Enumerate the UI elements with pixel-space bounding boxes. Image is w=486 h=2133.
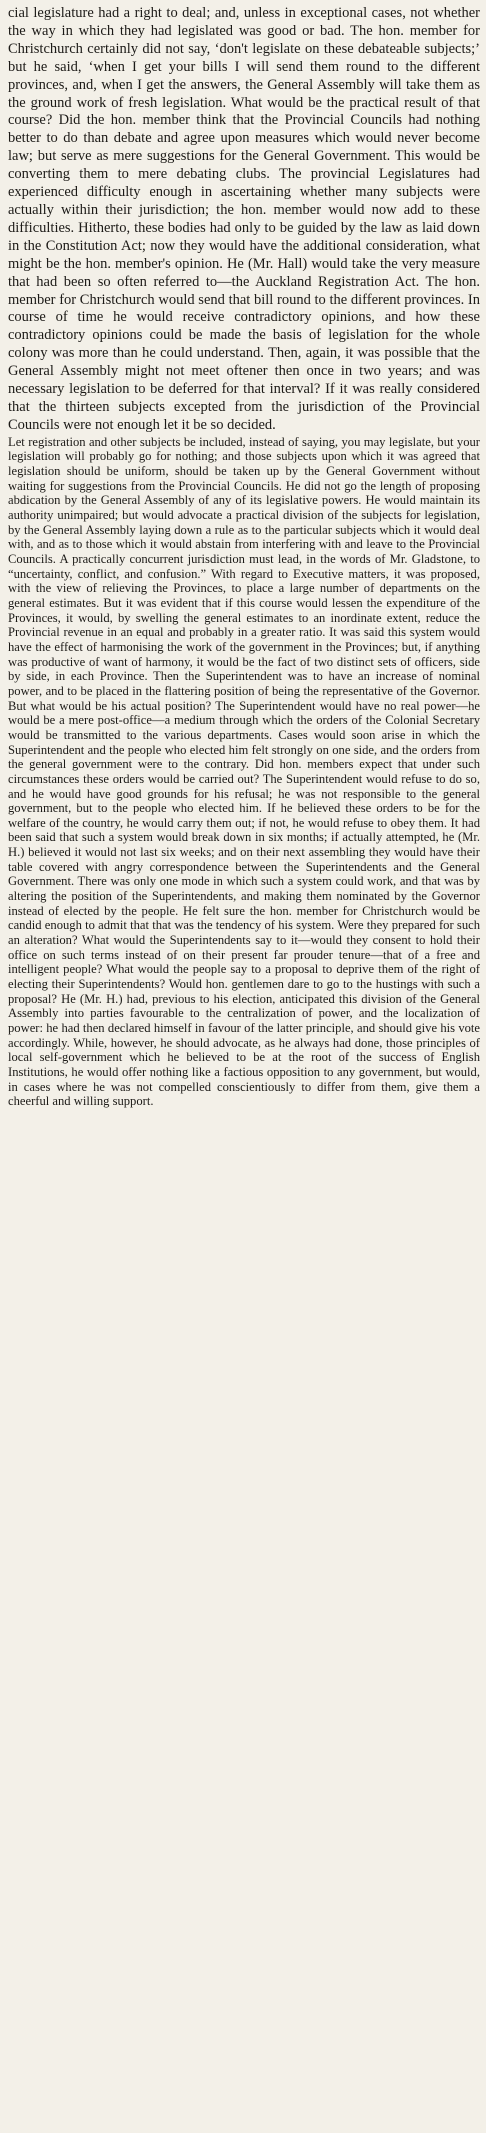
article-body-small [8, 435, 480, 1109]
paragraph-small: Let registration and other subjects be included, instead of saying, you may legislate, but your legislation will probably go for nothing; and those subjects upon which it was agreed that legislation should be uniform, should be taken up by the General Government without waiting for suggestions from the Provincial Councils. He did not go the length of proposing abdication by the General Assembly of any of its legislative powers. He would maintain its authority unimpaired; but would advocate a practical division of the subjects for legislation, by the General Assembly laying down a rule as to the particular subjects which it would deal with, and as to those which it would abstain from interfering with and leave to the Provincial Councils. A practically concurrent jurisdiction must lead, in the words of Mr. Gladstone, to “uncertainty, conflict, and confusion.” With regard to Executive matters, it was proposed, with the view of relieving the Provinces, to place a large number of departments on the general estimates. But it was evident that if this course would lessen the expenditure of the Provinces, it would, by swelling the general estimates to an inordinate extent, reduce the Provincial revenue in an equal and probably in a greater ratio. It was said this system would have the effect of harmonising the work of the government in the Provinces; but, if anything was productive of want of harmony, it would be the fact of two distinct sets of officers, side by side, in each Province. Then the Superintendent was to have an increase of nominal power, and to be placed in the flattering position of being the representative of the Governor. But what would be his actual position? The Superintendent would have no real power—he would be a mere post-office—a medium through which the orders of the Colonial Secretary would be transmitted to the various departments. Cases would soon arise in which the Superintendent and the people who elected him felt strongly on one side, and the orders from the general government were to the contrary. Did hon. members expect that under such circumstances these orders would be carried out? The Superintendent would refuse to do so, and he would have good grounds for his refusal; he was not responsible to the general government, but to the people who elected him. If he believed these orders to be for the welfare of the country, he would carry them out; if not, he would refuse to obey them. It had been said that such a system would break down in six months; if actually attempted, he (Mr. H.) believed it would not last six weeks; and on their next assembling they would have their table covered with angry correspondence between the Superintendents and the General Government. There was only one mode in which such a system could work, and that was by altering the position of the Superintendents, and making them nominated by the Governor instead of elected by the people. He felt sure the hon. member for Christchurch would be candid enough to admit that that was the tendency of his system. Were they prepared for such an alteration? What would the Superintendents say to it—would they consent to hold their office on such terms instead of on their present far prouder tenure—that of a free and intelligent people? What would the people say to a proposal to deprive them of the right of electing their Superintendents? Would hon. gentlemen dare to go to the hustings with such a proposal? He (Mr. H.) had, previous to his election, anticipated this division of the General Assembly into parties favourable to the centralization of power, and the localization of power: he had then declared himself in favour of the latter principle, and should give his vote accordingly. While, however, he should advocate, as he always had done, those principles of local self-government which he believed to be at the root of the success of English Institutions, he would offer nothing like a factious opposition to any government, but would, in cases where he was not compelled conscientiously to differ from them, give them a cheerful and willing support. [8, 434, 480, 1109]
article-body-large [8, 5, 480, 435]
paragraph-large: cial legislature had a right to deal; and, unless in exceptional cases, not whether the way in which they had legislated was good or bad. The hon. member for Christchurch certainly did not say, ‘don't legislate on these debateable subjects;’ but he said, ‘when I get your bills I will send them round to the different provinces, and, when I get the answers, the General Assembly will take them as the ground work of fresh legislation. What would be the practical result of that course? Did the hon. member think that the Provincial Councils had nothing better to do than debate and agree upon measures which would never become law; but serve as mere suggestions for the General Government. This would be converting them to mere debating clubs. The provincial Legislatures had experienced difficulty enough in ascertaining whether many subjects were actually within their jurisdiction; the hon. member would now add to these difficulties. Hitherto, these bodies had only to be guided by the law as laid down in the Constitution Act; now they would have the additional consideration, what might be the hon. member's opinion. He (Mr. Hall) would take the very measure that had been so often referred to—the Auckland Registration Act. The hon. member for Christchurch would send that bill round to the different provinces. In course of time he would receive contradictory opinions, and how these contradictory opinions could be made the basis of legislation for the whole colony was more than he could understand. Then, again, it was possible that the General Assembly might not meet oftener then once in two years; and was necessary legislation to be deferred for that interval? If it was really considered that the thirteen subjects excepted from the jurisdiction of the Provincial Councils were not enough let it be so decided. [8, 5, 480, 433]
